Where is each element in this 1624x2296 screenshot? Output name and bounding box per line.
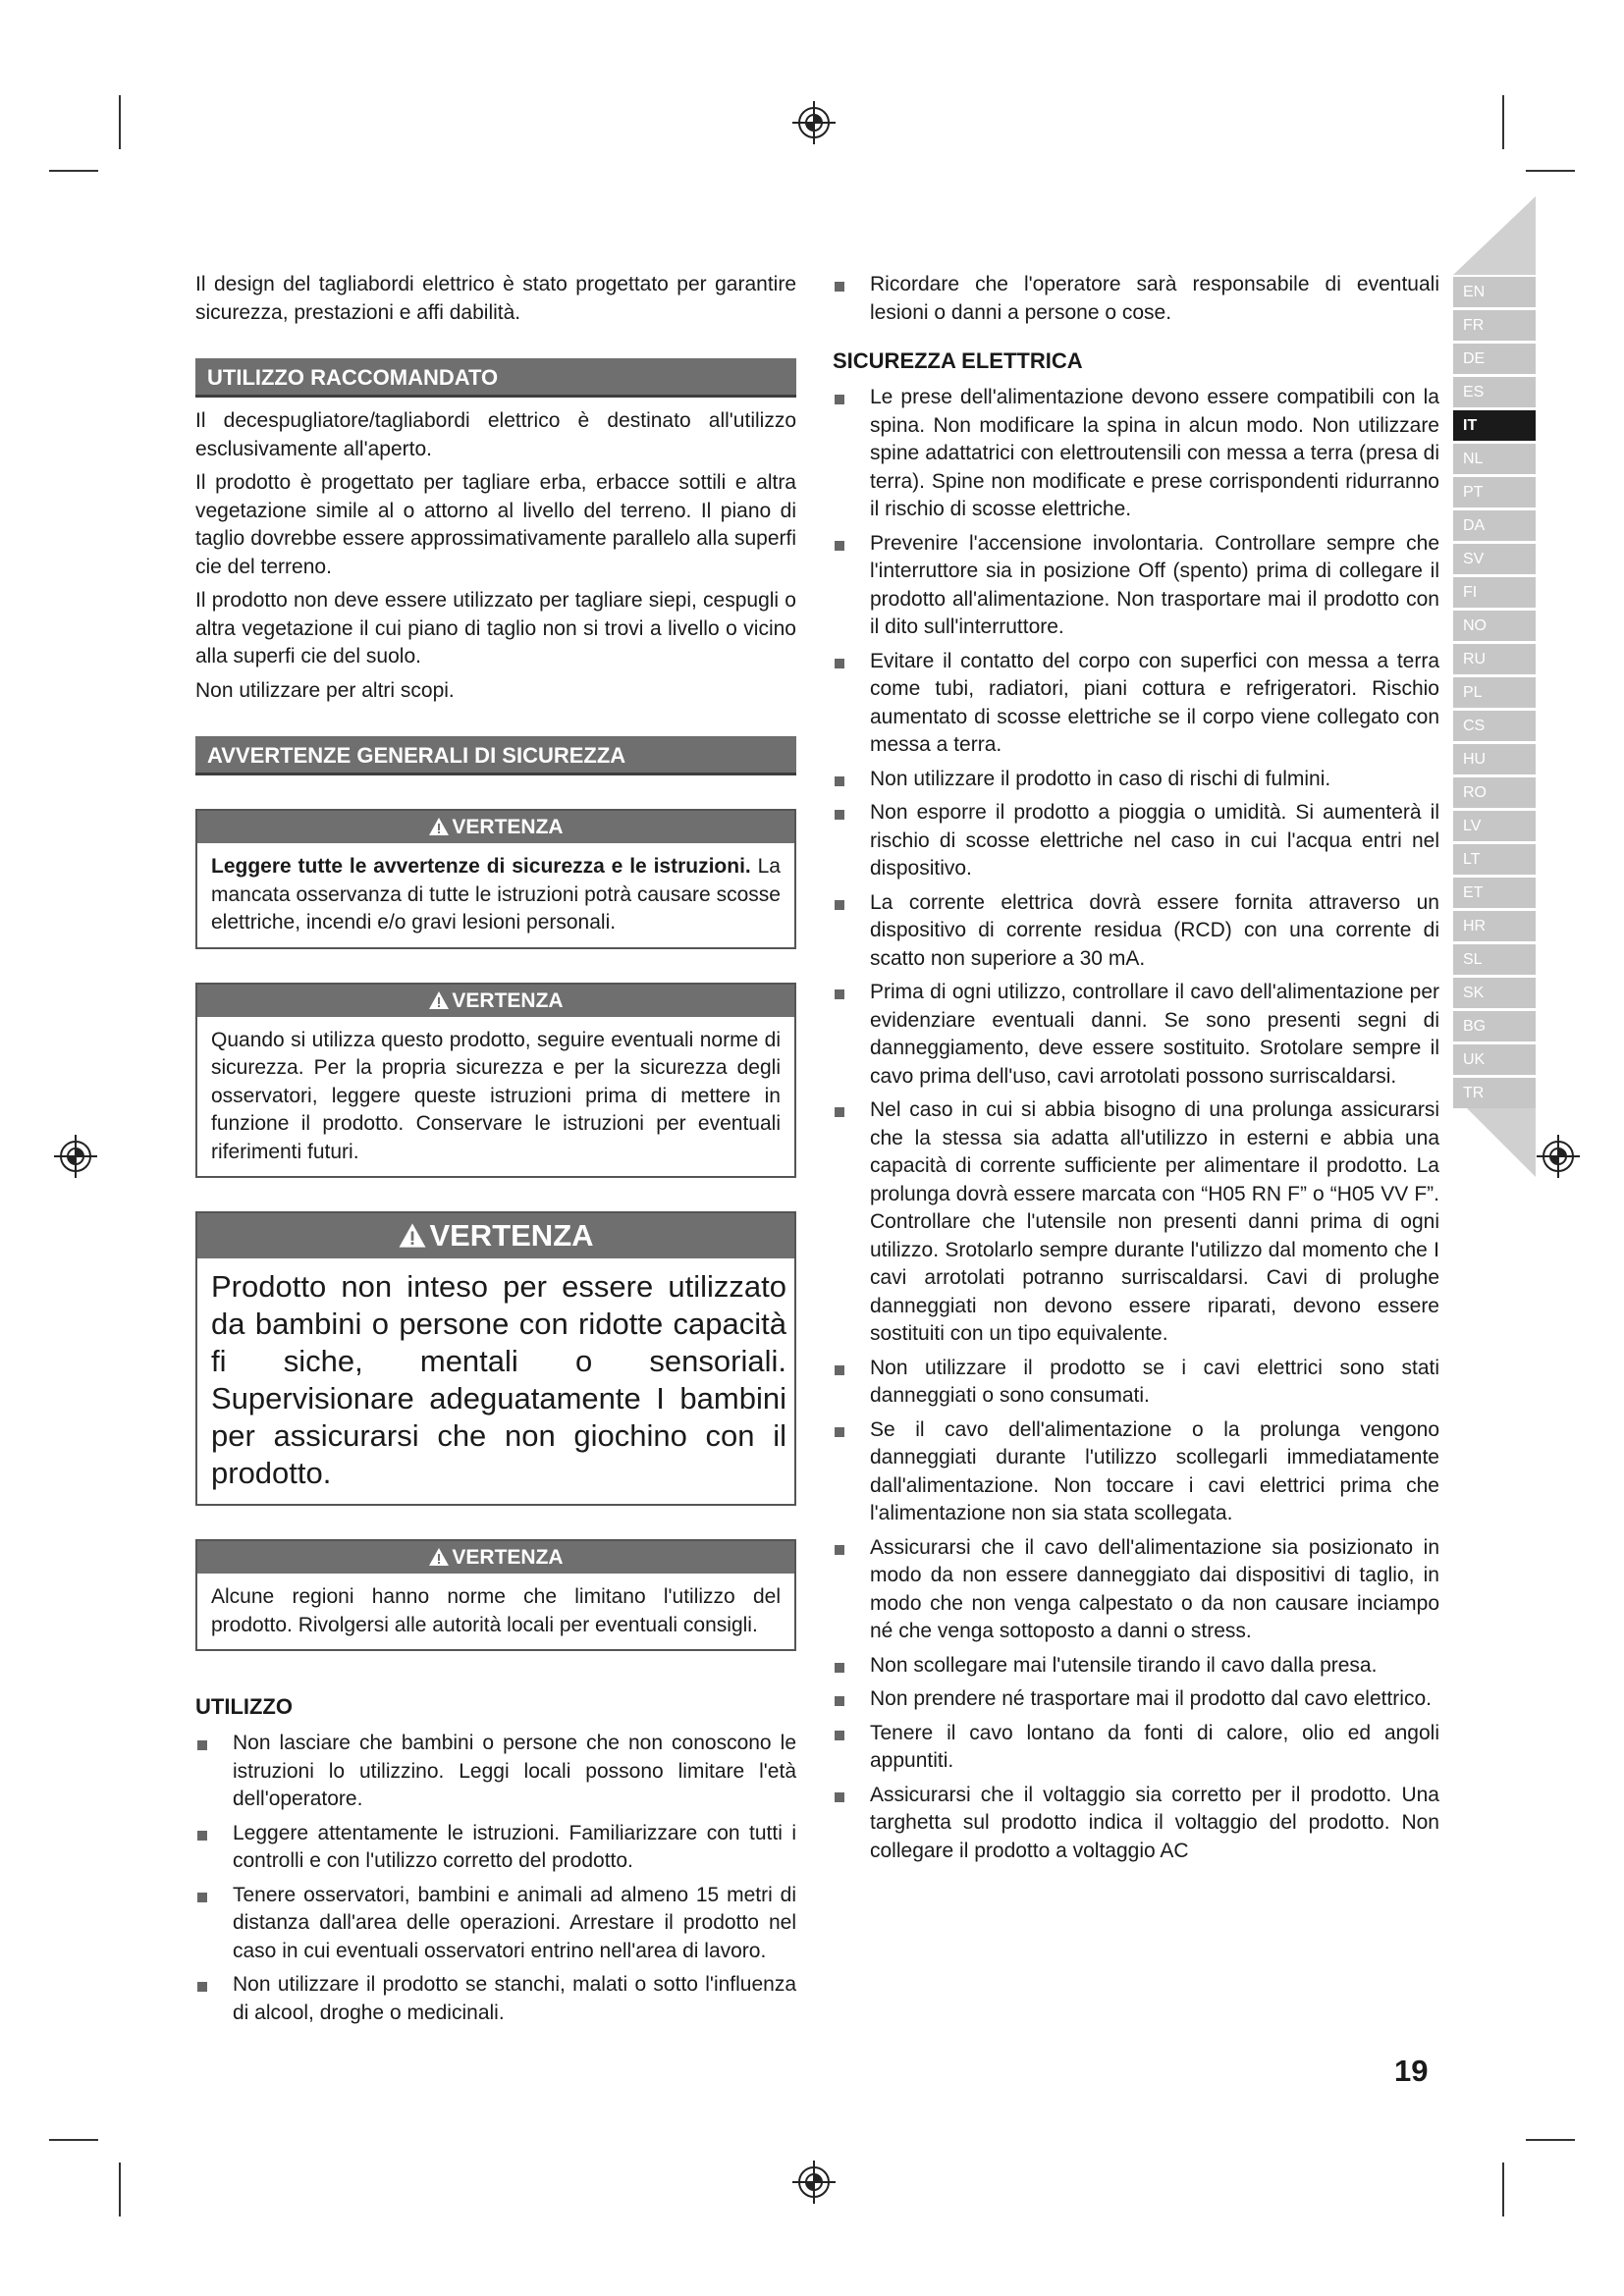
list-item: Non lasciare che bambini o persone che non conoscono le istruzioni lo utilizzino. Leggi locali possono limitare l'età dell'operatore. bbox=[195, 1730, 796, 1814]
crop-mark bbox=[1502, 95, 1504, 149]
list-item: Non scollegare mai l'utensile tirando il cavo dalla presa. bbox=[833, 1652, 1439, 1681]
warning-header bbox=[197, 985, 794, 1017]
crop-mark bbox=[49, 2139, 98, 2141]
list-item: Evitare il contatto del corpo con superfici con messa a terra come tubi, radiatori, piani cottura e refrigeratori. Rischio aumentato di scosse elettriche se il corpo viene collegato con messa a terra. bbox=[833, 648, 1439, 760]
language-tab-fi[interactable]: FI bbox=[1453, 577, 1536, 608]
paragraph: Non utilizzare per altri scopi. bbox=[195, 678, 455, 702]
list-item: Non esporre il prodotto a pioggia o umidità. Si aumenterà il rischio di scosse elettriche nel caso in cui l'acqua entri nel dispositivo. bbox=[833, 799, 1439, 883]
paragraph: Il prodotto è progettato per tagliare erba, erbacce sottili e altra vegetazione simile al o attorno al livello del terreno. Il piano di taglio dovrebbe essere approssimativamente parallelo alla superfi cie del terreno. bbox=[195, 471, 796, 578]
list-item: Non utilizzare il prodotto se i cavi elettrici sono stati danneggiati o sono consumati. bbox=[833, 1355, 1439, 1411]
warning-label: VERTENZA bbox=[452, 988, 564, 1012]
warning-bold-text: Leggere tutte le avvertenze di sicurezza e le istruzioni. bbox=[211, 855, 751, 878]
warning-box bbox=[195, 983, 796, 1179]
electrical-safety-list bbox=[833, 384, 1439, 1865]
language-tab-it[interactable]: IT bbox=[1453, 410, 1536, 441]
page-number: 19 bbox=[1394, 2054, 1429, 2088]
language-tab-sv[interactable]: SV bbox=[1453, 544, 1536, 574]
list-item: Prima di ogni utilizzo, controllare il cavo dell'alimentazione per evidenziare eventuali danni. Se sono presenti segni di danneggiamento, deve essere sostituito. Srotolare sempre il cavo prima dell'uso, cavi arrotolati possono surriscaldarsi. bbox=[833, 979, 1439, 1091]
warning-box bbox=[195, 809, 796, 949]
warning-header bbox=[197, 811, 794, 843]
language-tab-fr[interactable]: FR bbox=[1453, 310, 1536, 341]
list-item: Non utilizzare il prodotto se stanchi, malati o sotto l'influenza di alcool, droghe o medicinali. bbox=[195, 1971, 796, 2027]
paragraph: Il prodotto non deve essere utilizzato per tagliare siepi, cespugli o altra vegetazione il cui piano di taglio non si trovi a livello o vicino alla superfi cie del suolo. bbox=[195, 589, 796, 667]
language-tab-no[interactable]: NO bbox=[1453, 611, 1536, 641]
crop-mark bbox=[1526, 170, 1575, 172]
usage-list bbox=[195, 1730, 796, 2027]
language-tab-et[interactable]: ET bbox=[1453, 878, 1536, 908]
language-tab-lt[interactable]: LT bbox=[1453, 844, 1536, 875]
intro-paragraph: Il design del tagliabordi elettrico è stato progettato per garantire sicurezza, prestazioni e affi dabilità. bbox=[195, 273, 796, 324]
warning-triangle-icon bbox=[428, 817, 450, 836]
warning-header bbox=[197, 1213, 794, 1258]
list-item: Ricordare che l'operatore sarà responsabile di eventuali lesioni o danni a persone o cose. bbox=[833, 271, 1439, 327]
registration-mark-icon bbox=[791, 100, 837, 145]
warning-label: VERTENZA bbox=[452, 1546, 564, 1569]
paragraph: Il decespugliatore/tagliabordi elettrico è destinato all'utilizzo esclusivamente all'aperto. bbox=[195, 409, 796, 460]
registration-mark-icon bbox=[1536, 1134, 1581, 1179]
language-tab-de[interactable]: DE bbox=[1453, 344, 1536, 374]
tab-decoration-top bbox=[1453, 196, 1542, 275]
warning-body-text: Quando si utilizza questo prodotto, seguire eventuali norme di sicurezza. Per la propria sicurezza e per la sicurezza degli osservatori, leggere queste istruzioni prima di mettere in funzione il prodotto. Conservare le istruzioni per eventuali riferimenti futuri. bbox=[211, 1028, 781, 1163]
warning-body-text: Prodotto non inteso per essere utilizzato da bambini o persone con ridotte capacità fi siche, mentali o sensoriali. Supervisionare adeguatamente I bambini per assicurarsi che non giochino con il prodotto. bbox=[211, 1269, 786, 1490]
registration-mark-icon bbox=[53, 1134, 98, 1179]
crop-mark bbox=[49, 170, 98, 172]
list-item: Leggere attentamente le istruzioni. Familiarizzare con tutti i controlli e con l'utilizzo corretto del prodotto. bbox=[195, 1820, 796, 1876]
language-tab-en[interactable]: EN bbox=[1453, 277, 1536, 307]
list-item: Se il cavo dell'alimentazione o la prolunga vengono danneggiati durante l'utilizzo scollegarli immediatamente dall'alimentazione. Non toccare i cavi elettrici prima che l'alimentazione non sia stata scollegata. bbox=[833, 1416, 1439, 1528]
crop-mark bbox=[1526, 2139, 1575, 2141]
warning-box bbox=[195, 1539, 796, 1651]
language-tab-sl[interactable]: SL bbox=[1453, 944, 1536, 975]
language-tab-strip bbox=[1453, 196, 1542, 1178]
list-item: Tenere osservatori, bambini e animali ad almeno 15 metri di distanza dall'area delle operazioni. Arrestare il prodotto nel caso in cui eventuali osservatori entrino nell'area di lavoro. bbox=[195, 1882, 796, 1966]
language-tab-es[interactable]: ES bbox=[1453, 377, 1536, 407]
section-heading-general-safety: AVVERTENZE GENERALI DI SICUREZZA bbox=[195, 736, 796, 775]
warning-triangle-icon bbox=[428, 1547, 450, 1567]
list-item: Le prese dell'alimentazione devono essere compatibili con la spina. Non modificare la spina in alcun modo. Non utilizzare spine adattatrici con elettroutensili con messa a terra (presa di terra). Spine non modificate e prese corrispondenti ridurranno il rischio di scosse elettriche. bbox=[833, 384, 1439, 524]
crop-mark bbox=[1502, 2163, 1504, 2216]
warning-body-text: La mancata osservanza di tutte le istruzioni potrà causare scosse elettriche, incendi e/o gravi lesioni personali. bbox=[211, 855, 781, 934]
list-item: Tenere il cavo lontano da fonti di calore, olio ed angoli appuntiti. bbox=[833, 1720, 1439, 1776]
language-tab-hr[interactable]: HR bbox=[1453, 911, 1536, 941]
warning-box-large bbox=[195, 1211, 796, 1506]
language-tab-lv[interactable]: LV bbox=[1453, 811, 1536, 841]
language-tab-cs[interactable]: CS bbox=[1453, 711, 1536, 741]
section-heading-electrical-safety: SICUREZZA ELETTRICA bbox=[833, 348, 1083, 373]
list-item: Non prendere né trasportare mai il prodotto dal cavo elettrico. bbox=[833, 1685, 1439, 1714]
right-column bbox=[833, 271, 1439, 1871]
warning-header bbox=[197, 1541, 794, 1574]
language-tab-pt[interactable]: PT bbox=[1453, 477, 1536, 507]
warning-triangle-icon bbox=[398, 1222, 427, 1249]
language-tab-ru[interactable]: RU bbox=[1453, 644, 1536, 674]
language-tab-sk[interactable]: SK bbox=[1453, 978, 1536, 1008]
list-item: La corrente elettrica dovrà essere fornita attraverso un dispositivo di corrente residua (RCD) con una corrente di scatto non superiore a 30 mA. bbox=[833, 889, 1439, 974]
list-item: Nel caso in cui si abbia bisogno di una prolunga assicurarsi che la stessa sia adatta all'utilizzo in esterni e abbia una capacità di corrente sufficiente per alimentare il prodotto. La prolunga dovrà essere marcata con “H05 RN F” o “H05 VV F”. Controllare che l'utensile non presenti danni prima di ogni utilizzo. Srotolarlo sempre durante l'utilizzo dal momento che I cavi arrotolati potranno surriscaldarsi. Cavi di prolughe danneggiati non devono essere riparati, devono essere sostituiti con un tipo equivalente. bbox=[833, 1096, 1439, 1349]
crop-mark bbox=[119, 2163, 121, 2216]
language-tab-da[interactable]: DA bbox=[1453, 510, 1536, 541]
language-tab-ro[interactable]: RO bbox=[1453, 777, 1536, 808]
language-tab-bg[interactable]: BG bbox=[1453, 1011, 1536, 1041]
warning-body-text: Alcune regioni hanno norme che limitano l'utilizzo del prodotto. Rivolgersi alle autorità locali per eventuali consigli. bbox=[211, 1585, 781, 1636]
section-heading-usage: UTILIZZO bbox=[195, 1694, 293, 1719]
language-tab-pl[interactable]: PL bbox=[1453, 677, 1536, 708]
language-tab-uk[interactable]: UK bbox=[1453, 1044, 1536, 1075]
left-column bbox=[195, 271, 796, 2033]
section-heading-recommended-use: UTILIZZO RACCOMANDATO bbox=[195, 358, 796, 398]
list-item: Prevenire l'accensione involontaria. Controllare sempre che l'interruttore sia in posizione Off (spento) prima di collegare il prodotto all'alimentazione. Non trasportare mai il prodotto con il dito sull'interruttore. bbox=[833, 530, 1439, 642]
list-item: Assicurarsi che il voltaggio sia corretto per il prodotto. Una targhetta sul prodotto indica il voltaggio del prodotto. Non collegare il prodotto a voltaggio AC bbox=[833, 1782, 1439, 1866]
crop-mark bbox=[119, 95, 121, 149]
list-item: Non utilizzare il prodotto in caso di rischi di fulmini. bbox=[833, 766, 1439, 794]
warning-triangle-icon bbox=[428, 990, 450, 1010]
language-tab-nl[interactable]: NL bbox=[1453, 444, 1536, 474]
language-tab-hu[interactable]: HU bbox=[1453, 744, 1536, 774]
warning-label: VERTENZA bbox=[452, 816, 564, 838]
warning-label: VERTENZA bbox=[429, 1218, 594, 1253]
list-item: Assicurarsi che il cavo dell'alimentazione sia posizionato in modo da non essere danneggiato dai dispositivi di taglio, in modo che non venga calpestato o da non causare inciampo né che venga sottoposto a danni o stress. bbox=[833, 1534, 1439, 1646]
registration-mark-icon bbox=[791, 2160, 837, 2205]
warning-text bbox=[197, 843, 794, 947]
language-tab-tr[interactable]: TR bbox=[1453, 1078, 1536, 1108]
intro-list bbox=[833, 271, 1439, 327]
